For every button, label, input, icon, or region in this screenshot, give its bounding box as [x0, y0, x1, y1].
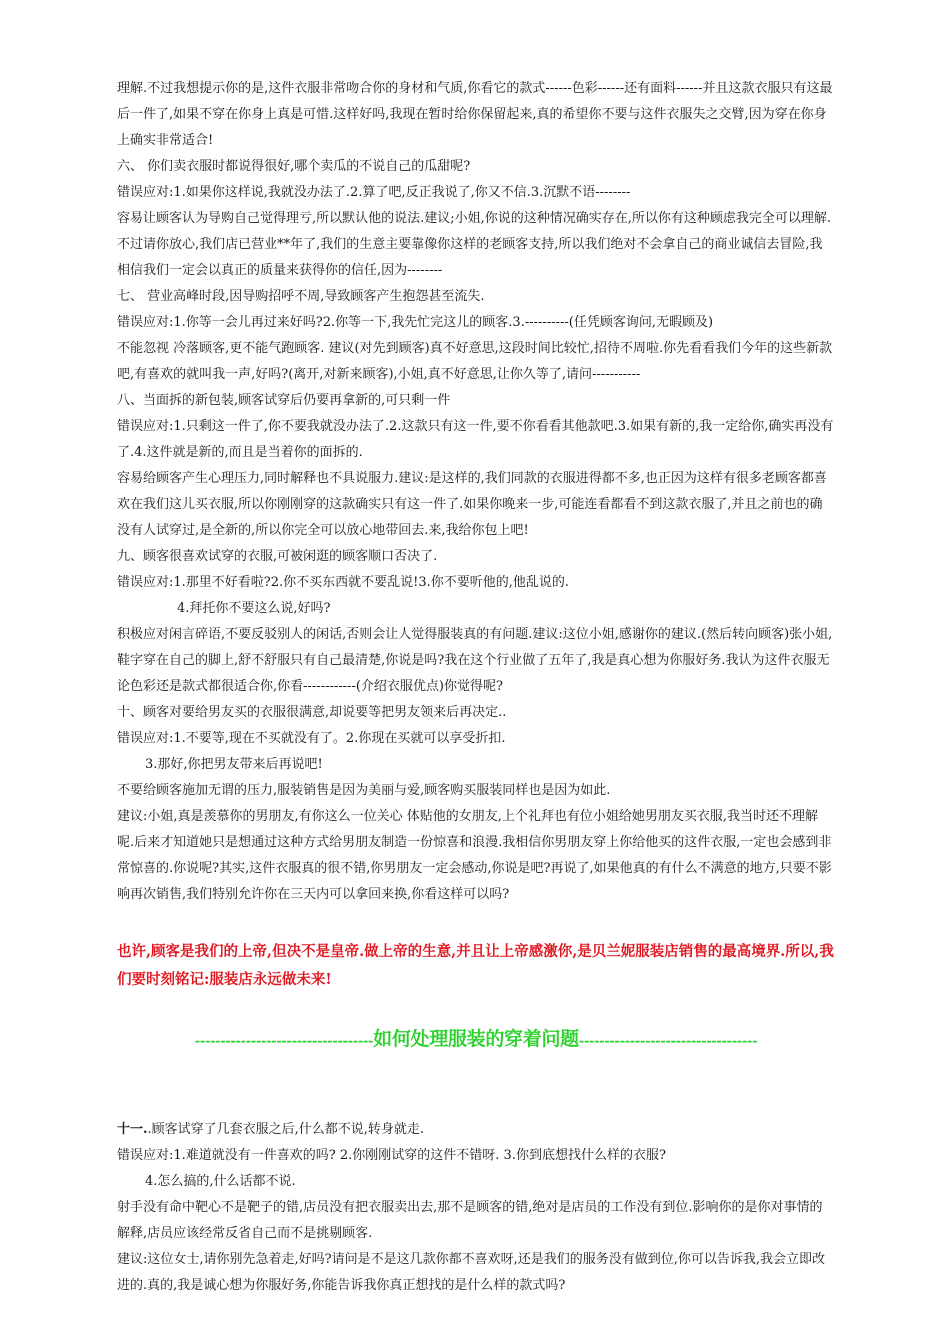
spacer: [117, 994, 835, 1024]
suggestion-10: 建议:小姐,真是羡慕你的男朋友,有你这么一位关心 体贴他的女朋友,上个礼拜也有位小姐给她男朋友买衣服,我当时还不理解呢.后来才知道她只是想通过这种方式给男朋友制造一份惊喜和浪漫.我相信你男朋友穿上你给他买的这件衣服,一定也会感到非常惊喜的.你说呢?其实,这件衣服真的很不错,你男朋友一定会感动,你说是吧?再说了,如果他真的有什么不满意的地方,只要不影响再次销售,我们特别允许你在三天内可以拿回来换,你看这样可以吗?: [117, 809, 832, 902]
divider-right-dashes: -----------------------------------: [578, 1034, 758, 1049]
suggestion-11: 建议:这位女士,请你别先急着走,好吗?请问是不是这几款你都不喜欢呀,还是我们的服务没有做到位,你可以告诉我,我会立即改进的.真的,我是诚心想为你服好务,你能告诉我你真正想找的是什么样的款式吗?: [117, 1252, 826, 1293]
paragraph-continuation: 理解.不过我想提示你的是,这件衣服非常吻合你的身材和气质,你看它的款式------色彩------还有面料------并且这款衣服只有这最后一件了,如果不穿在你身上真是可惜.这样好吗,我现在暂时给你保留起来,真的希望你不要与这件衣服失之交臂,因为穿在你身上确实非常适合!: [117, 81, 833, 148]
heading-9: 九、顾客很喜欢试穿的衣服,可被闲逛的顾客顺口否决了.: [117, 549, 438, 564]
heading-11-number: 十一.: [117, 1122, 148, 1137]
spacer: [117, 1057, 835, 1117]
wrong-response-8: 错误应对:1.只剩这一件了,你不要我就没办法了.2.这款只有这一件,要不你看看其他款吧.3.如果有新的,我一定给你,确实再没有了.4.这件就是新的,而且是当着你的面拆的.: [117, 419, 834, 460]
note-10: 不要给顾客施加无谓的压力,服装销售是因为美丽与爱,顾客购买服装同样也是因为如此.: [117, 783, 611, 798]
divider-left-dashes: -----------------------------------: [194, 1034, 374, 1049]
wrong-response-9-cont: 4.拜托你不要这么说,好吗?: [177, 601, 331, 616]
heading-8: 八、当面拆的新包装,顾客试穿后仍要再拿新的,可只剩一件: [117, 393, 451, 408]
wrong-response-6: 错误应对:1.如果你这样说,我就没办法了.2.算了吧,反正我说了,你又不信.3.沉默不语--------: [117, 185, 631, 200]
heading-6: 六、 你们卖衣服时都说得很好,哪个卖瓜的不说自己的瓜甜呢?: [117, 159, 471, 174]
note-11: 射手没有命中靶心不是靶子的错,店员没有把衣服卖出去,那不是顾客的错,绝对是店员的工作没有到位.影响你的是你对事情的解释,店员应该经常反省自己而不是挑剔顾客.: [117, 1200, 823, 1241]
suggestion-9: 积极应对闲言碎语,不要反驳别人的闲话,否则会让人觉得服装真的有问题.建议:这位小姐,感谢你的建议.(然后转向顾客)张小姐,鞋字穿在自己的脚上,舒不舒服只有自己最清楚,你说是吗?我在这个行业做了五年了,我是真心想为你服好务.我认为这件衣服无论色彩还是款式都很适合你,你看------------(介绍衣服优点)你觉得呢?: [117, 627, 833, 694]
highlight-quote: 也许,顾客是我们的上帝,但决不是皇帝.做上帝的生意,并且让上帝感激你,是贝兰妮服装店销售的最高境界.所以,我们要时刻铭记:服装店永远做未来!: [117, 943, 834, 988]
suggestion-7: 不能忽视 冷落顾客,更不能气跑顾客. 建议(对先到顾客)真不好意思,这段时间比较忙,招待不周啦.你先看看我们今年的这些新款吧,有喜欢的就叫我一声,好吗?(离开,对新来顾客),小姐,真不好意思,让你久等了,请问-----------: [117, 341, 833, 382]
heading-7: 七、 营业高峰时段,因导购招呼不周,导致顾客产生抱怨甚至流失.: [117, 289, 485, 304]
suggestion-6: 容易让顾客认为导购自己觉得理亏,所以默认他的说法.建议;小姐,你说的这种情况确实存在,所以你有这种顾虑我完全可以理解.不过请你放心,我们店已营业**年了,我们的生意主要靠像你这样的老顾客支持,所以我们绝对不会拿自己的商业诚信去冒险,我相信我们一定会以真正的质量来获得你的信任,因为--------: [117, 211, 832, 278]
spacer: [117, 908, 835, 938]
heading-11-text: .顾客试穿了几套衣服之后,什么都不说,转身就走.: [147, 1122, 425, 1137]
section-divider: [117, 1024, 835, 1057]
wrong-response-11-cont: 4.怎么搞的,什么话都不说.: [145, 1174, 296, 1189]
heading-10: 十、顾客对要给男友买的衣服很满意,却说要等把男友领来后再决定..: [117, 705, 507, 720]
wrong-response-10-cont: 3.那好,你把男友带来后再说吧!: [145, 757, 323, 772]
wrong-response-9: 错误应对:1.那里不好看啦?2.你不买东西就不要乱说!3.你不要听他的,他乱说的.: [117, 575, 570, 590]
wrong-response-7: 错误应对:1.你等一会儿再过来好吗?2.你等一下,我先忙完这儿的顾客.3.----------(任凭顾客询问,无暇顾及): [117, 315, 714, 330]
document-body: [117, 76, 835, 1299]
suggestion-8: 容易给顾客产生心理压力,同时解释也不具说服力.建议:是这样的,我们同款的衣服进得都不多,也正因为这样有很多老顾客都喜欢在我们这儿买衣服,所以你刚刚穿的这款确实只有这一件了.如果你晚来一步,可能连看都看不到这款衣服了,并且之前也的确没有人试穿过,是全新的,所以你完全可以放心地带回去.来,我给你包上吧!: [117, 471, 827, 538]
section-title: 如何处理服装的穿着问题: [373, 1028, 579, 1050]
wrong-response-11: 错误应对:1.难道就没有一件喜欢的吗? 2.你刚刚试穿的这件不错呀. 3.你到底想找什么样的衣服?: [117, 1148, 666, 1163]
heading-11: [117, 1117, 835, 1143]
wrong-response-10: 错误应对:1.不要等,现在不买就没有了。2.你现在买就可以享受折扣.: [117, 731, 506, 746]
